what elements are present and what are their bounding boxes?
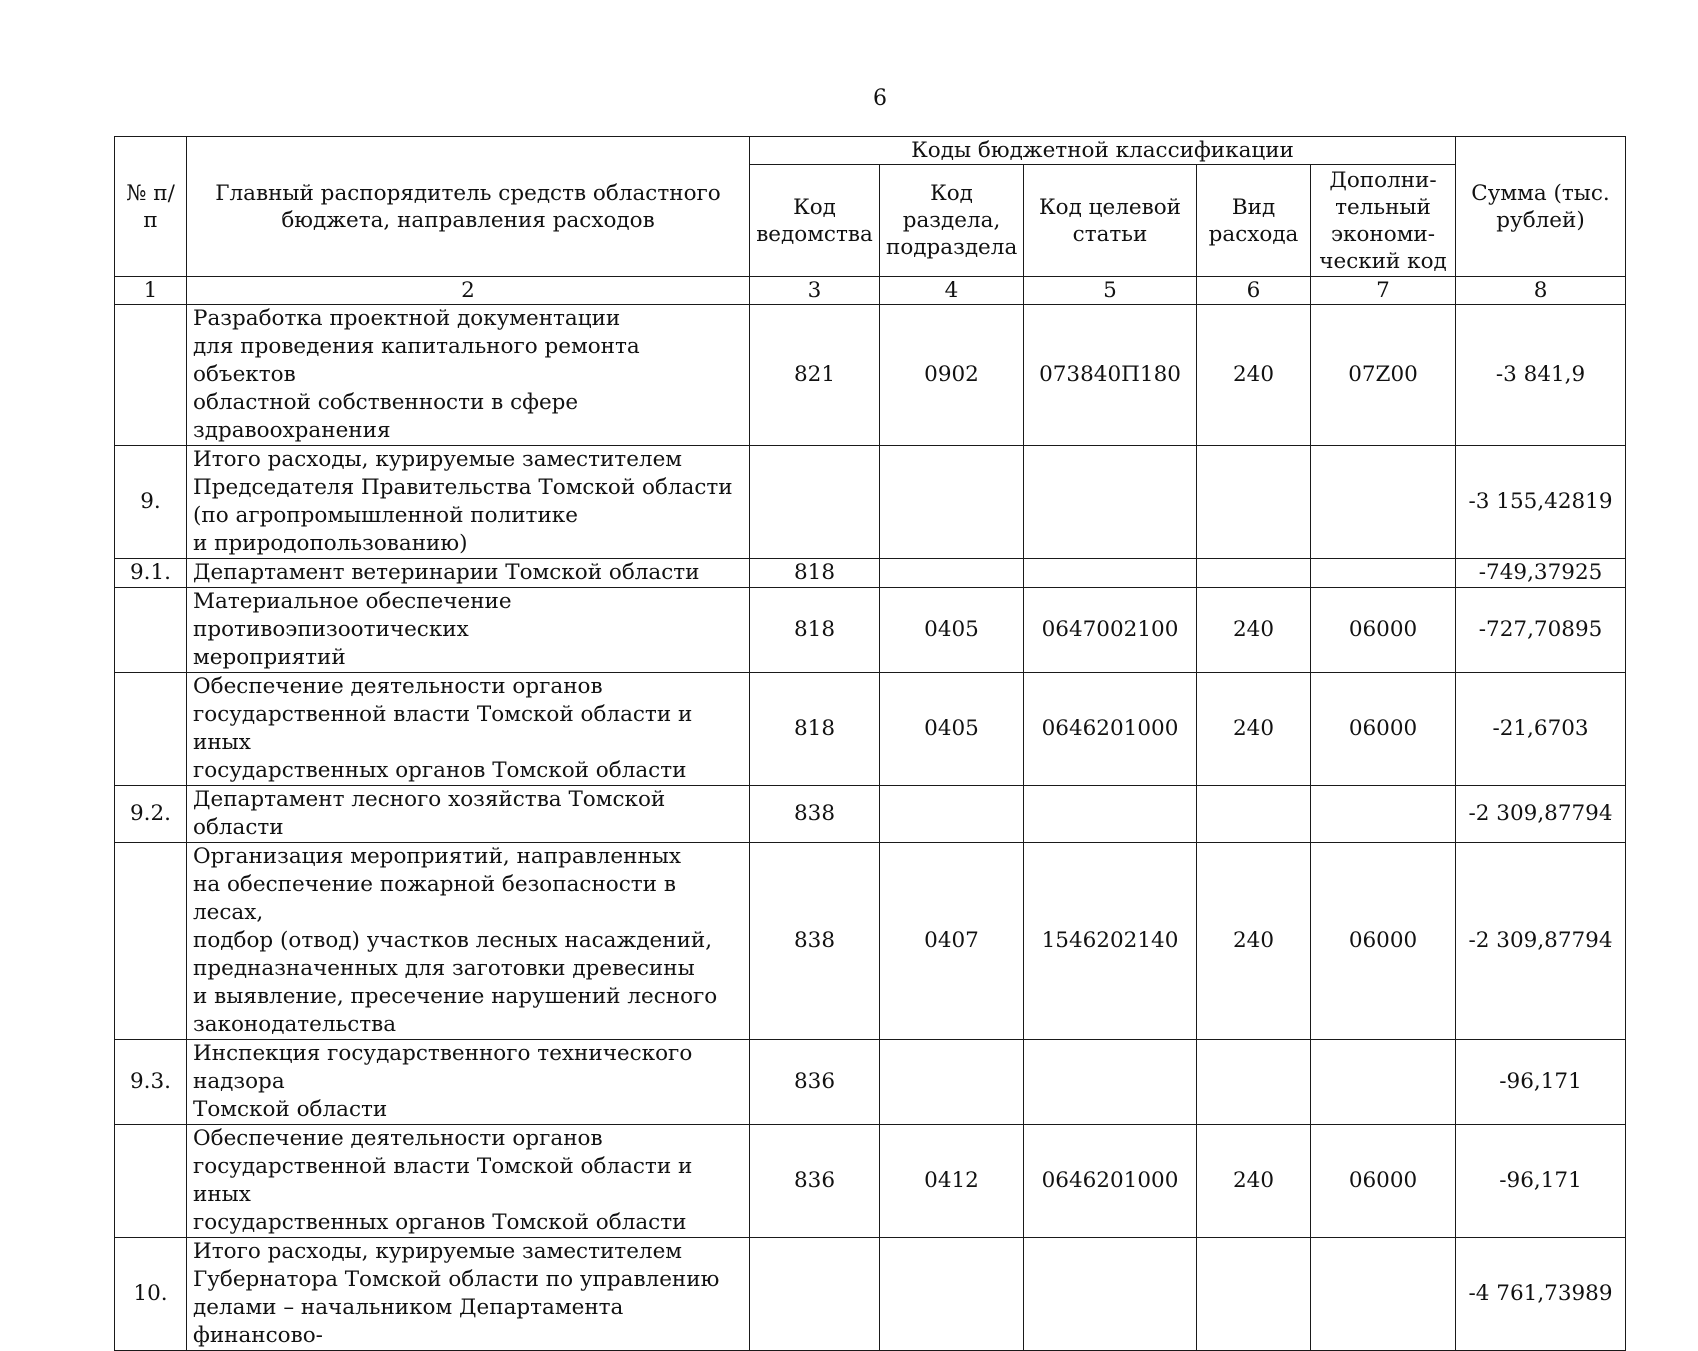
row-sum: -3 841,9 xyxy=(1456,305,1626,446)
target-code xyxy=(1024,1040,1197,1125)
row-name: Итого расходы, курируемые заместителем Губернатора Томской области по управлению делами – начальником Департамента финансово- xyxy=(187,1238,750,1351)
section-code: 0412 xyxy=(880,1125,1024,1238)
econ-code xyxy=(1311,559,1456,588)
target-code xyxy=(1024,559,1197,588)
dept-code: 818 xyxy=(750,588,880,673)
row-sum: -2 309,87794 xyxy=(1456,843,1626,1040)
row-sum: -4 761,73989 xyxy=(1456,1238,1626,1351)
row-number xyxy=(115,843,187,1040)
econ-code: 06000 xyxy=(1311,588,1456,673)
expense-type: 240 xyxy=(1197,1125,1311,1238)
section-code xyxy=(880,1040,1024,1125)
header-expense-type: Вид расхода xyxy=(1197,165,1311,277)
table-row xyxy=(115,588,1626,673)
target-code: 1546202140 xyxy=(1024,843,1197,1040)
econ-code xyxy=(1311,446,1456,559)
row-number xyxy=(115,305,187,446)
dept-code: 838 xyxy=(750,843,880,1040)
page-number: 6 xyxy=(873,86,887,111)
row-number xyxy=(115,1125,187,1238)
expense-type: 240 xyxy=(1197,673,1311,786)
dept-code xyxy=(750,1238,880,1351)
section-code: 0405 xyxy=(880,588,1024,673)
table-row xyxy=(115,843,1626,1040)
column-number: 8 xyxy=(1456,277,1626,305)
expense-type xyxy=(1197,446,1311,559)
header-dept-code: Код ведомства xyxy=(750,165,880,277)
column-number: 6 xyxy=(1197,277,1311,305)
row-number: 9. xyxy=(115,446,187,559)
row-sum: -2 309,87794 xyxy=(1456,786,1626,843)
target-code: 0646201000 xyxy=(1024,673,1197,786)
table-row xyxy=(115,446,1626,559)
section-code xyxy=(880,1238,1024,1351)
row-name: Департамент ветеринарии Томской области xyxy=(187,559,750,588)
header-sum: Сумма (тыс. рублей) xyxy=(1456,137,1626,277)
header-codes-group: Коды бюджетной классификации xyxy=(750,137,1456,165)
table-row xyxy=(115,673,1626,786)
row-number xyxy=(115,588,187,673)
section-code xyxy=(880,559,1024,588)
section-code: 0407 xyxy=(880,843,1024,1040)
expense-type xyxy=(1197,786,1311,843)
target-code xyxy=(1024,1238,1197,1351)
column-number: 4 xyxy=(880,277,1024,305)
dept-code: 836 xyxy=(750,1125,880,1238)
table-row xyxy=(115,786,1626,843)
header-econ-code: Дополни-тельный экономи-ческий код xyxy=(1311,165,1456,277)
target-code xyxy=(1024,446,1197,559)
row-number: 9.1. xyxy=(115,559,187,588)
row-sum: -96,171 xyxy=(1456,1040,1626,1125)
table-row xyxy=(115,1238,1626,1351)
expense-type xyxy=(1197,559,1311,588)
row-name: Обеспечение деятельности органов государственной власти Томской области и иных государственных органов Томской области xyxy=(187,1125,750,1238)
row-sum: -96,171 xyxy=(1456,1125,1626,1238)
budget-table xyxy=(114,136,1626,1351)
dept-code: 818 xyxy=(750,673,880,786)
column-number: 7 xyxy=(1311,277,1456,305)
target-code xyxy=(1024,786,1197,843)
expense-type: 240 xyxy=(1197,843,1311,1040)
expense-type: 240 xyxy=(1197,588,1311,673)
row-name: Департамент лесного хозяйства Томской области xyxy=(187,786,750,843)
row-name: Разработка проектной документации для проведения капитального ремонта объектов областной собственности в сфере здравоохранения xyxy=(187,305,750,446)
section-code: 0902 xyxy=(880,305,1024,446)
row-name: Итого расходы, курируемые заместителем Председателя Правительства Томской области (по агропромышленной политике и природопользованию) xyxy=(187,446,750,559)
header-name: Главный распорядитель средств областного бюджета, направления расходов xyxy=(187,137,750,277)
table-row xyxy=(115,559,1626,588)
expense-type xyxy=(1197,1238,1311,1351)
econ-code xyxy=(1311,786,1456,843)
row-sum: -3 155,42819 xyxy=(1456,446,1626,559)
column-number: 3 xyxy=(750,277,880,305)
row-number xyxy=(115,673,187,786)
table-row xyxy=(115,1040,1626,1125)
target-code: 0647002100 xyxy=(1024,588,1197,673)
dept-code: 838 xyxy=(750,786,880,843)
table-row xyxy=(115,1125,1626,1238)
target-code: 073840П180 xyxy=(1024,305,1197,446)
row-sum: -727,70895 xyxy=(1456,588,1626,673)
dept-code: 821 xyxy=(750,305,880,446)
row-name: Инспекция государственного технического надзора Томской области xyxy=(187,1040,750,1125)
row-name: Организация мероприятий, направленных на обеспечение пожарной безопасности в лесах, подбор (отвод) участков лесных насаждений, предназначенных для заготовки древесины и выявление, пресечение нарушений лесного законодательства xyxy=(187,843,750,1040)
row-name: Обеспечение деятельности органов государственной власти Томской области и иных государственных органов Томской области xyxy=(187,673,750,786)
dept-code: 836 xyxy=(750,1040,880,1125)
expense-type xyxy=(1197,1040,1311,1125)
section-code: 0405 xyxy=(880,673,1024,786)
dept-code xyxy=(750,446,880,559)
row-sum: -749,37925 xyxy=(1456,559,1626,588)
column-number: 2 xyxy=(187,277,750,305)
column-number-row xyxy=(115,277,1626,305)
section-code xyxy=(880,786,1024,843)
row-number: 9.2. xyxy=(115,786,187,843)
table-row xyxy=(115,305,1626,446)
header-section-code: Код раздела, подраздела xyxy=(880,165,1024,277)
header-num: № п/п xyxy=(115,137,187,277)
econ-code: 06000 xyxy=(1311,673,1456,786)
header-target-code: Код целевой статьи xyxy=(1024,165,1197,277)
row-number: 10. xyxy=(115,1238,187,1351)
dept-code: 818 xyxy=(750,559,880,588)
target-code: 0646201000 xyxy=(1024,1125,1197,1238)
row-number: 9.3. xyxy=(115,1040,187,1125)
econ-code: 07Z00 xyxy=(1311,305,1456,446)
row-name: Материальное обеспечение противоэпизоотических мероприятий xyxy=(187,588,750,673)
column-number: 1 xyxy=(115,277,187,305)
econ-code: 06000 xyxy=(1311,1125,1456,1238)
econ-code: 06000 xyxy=(1311,843,1456,1040)
expense-type: 240 xyxy=(1197,305,1311,446)
table-body xyxy=(115,305,1626,1351)
column-number: 5 xyxy=(1024,277,1197,305)
section-code xyxy=(880,446,1024,559)
row-sum: -21,6703 xyxy=(1456,673,1626,786)
econ-code xyxy=(1311,1040,1456,1125)
econ-code xyxy=(1311,1238,1456,1351)
